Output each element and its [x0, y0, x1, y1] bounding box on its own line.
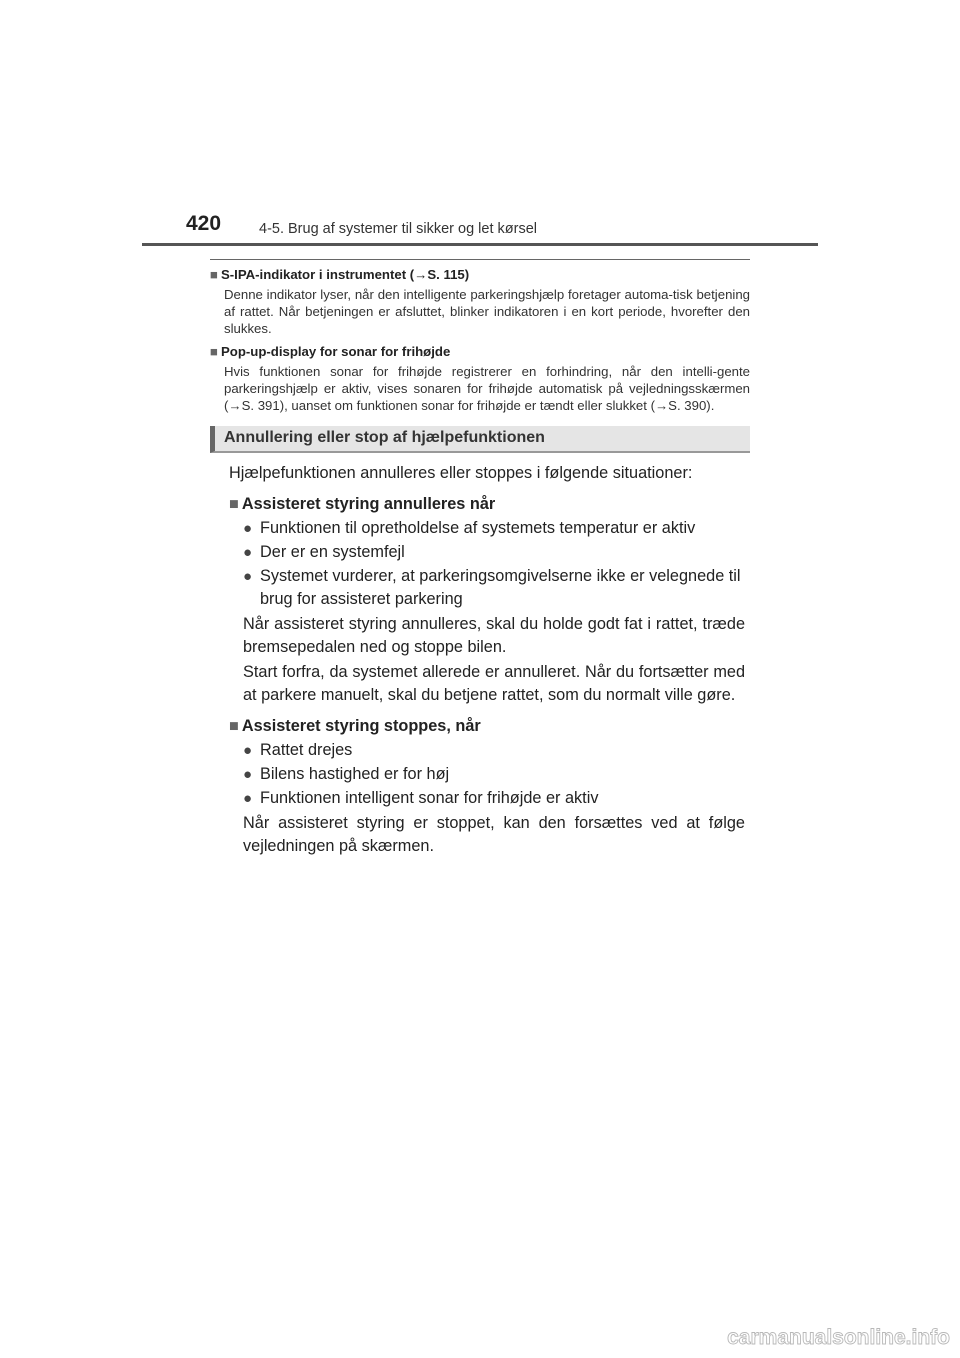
- list-item: ● Funktionen til opretholdelse af systemets temperatur er aktiv: [243, 517, 750, 540]
- note-heading: ■ S-IPA-indikator i instrumentet (→S. 115): [210, 267, 470, 282]
- square-bullet-icon: ■: [210, 267, 218, 282]
- bullet-dot-icon: ●: [243, 544, 253, 561]
- group-heading: ■ Assisteret styring annulleres når: [229, 495, 496, 513]
- square-bullet-icon: ■: [229, 495, 239, 513]
- bullet-dot-icon: ●: [243, 520, 253, 537]
- square-bullet-icon: ■: [210, 344, 218, 359]
- page-content: [210, 259, 750, 858]
- watermark: [622, 1324, 952, 1350]
- note-block: [210, 266, 750, 337]
- section-heading: Annullering eller stop af hjælpefunktionen: [224, 429, 545, 446]
- paragraph: Når assisteret styring annulleres, skal du holde godt fat i rattet, træde bremsepedalen ned og stoppe bilen.: [243, 615, 745, 656]
- header-rule: [142, 243, 818, 246]
- note-heading: ■ Pop-up-display for sonar for frihøjde: [210, 344, 451, 359]
- list-item: ● Der er en systemfejl: [243, 541, 750, 564]
- bullet-dot-icon: ●: [243, 742, 253, 759]
- paragraph: Start forfra, da systemet allerede er annulleret. Når du fortsætter med at parkere manuelt, skal du betjene rattet, som du normalt ville gøre.: [243, 663, 745, 704]
- bullet-dot-icon: ●: [243, 790, 253, 807]
- list-item: ● Funktionen intelligent sonar for frihøjde er aktiv: [243, 787, 750, 810]
- group-heading: ■ Assisteret styring stoppes, når: [229, 717, 481, 735]
- chapter-title: 4-5. Brug af systemer til sikker og let kørsel: [259, 221, 537, 237]
- note-block: [210, 343, 750, 414]
- list-item: ● Rattet drejes: [243, 739, 750, 762]
- divider: [210, 259, 750, 260]
- square-bullet-icon: ■: [229, 717, 239, 735]
- note-body: Denne indikator lyser, når den intelligente parkeringshjælp foretager automa-tisk betjening af rattet. Når betjeningen er afsluttet, blinker indikatoren i en kort periode, hvorefter den slukkes.: [224, 287, 750, 336]
- page-number: 420: [186, 212, 222, 235]
- bullet-dot-icon: ●: [243, 766, 253, 783]
- paragraph: Når assisteret styring er stoppet, kan den forsættes ved at følge vejledningen på skærmen.: [243, 814, 745, 855]
- intro-text: Hjælpefunktionen annulleres eller stoppes i følgende situationer:: [229, 464, 693, 482]
- list-item: ● Systemet vurderer, at parkeringsomgivelserne ikke er velegnede til brug for assisteret parkering: [243, 565, 750, 611]
- section-heading-bar: [210, 426, 750, 453]
- note-body: Hvis funktionen sonar for frihøjde registrerer en forhindring, når den intelli-gente parkeringshjælp er aktiv, vises sonaren for frihøjde automatisk på vejledningsskærmen (→S. 391), uanset om funktionen sonar for frihøjde er tændt eller slukket (→S. 390).: [224, 364, 750, 413]
- bullet-dot-icon: ●: [243, 568, 253, 585]
- page-header: [0, 0, 960, 250]
- list-item: ● Bilens hastighed er for høj: [243, 763, 750, 786]
- watermark-text: carmanualsonline.info: [727, 1326, 950, 1349]
